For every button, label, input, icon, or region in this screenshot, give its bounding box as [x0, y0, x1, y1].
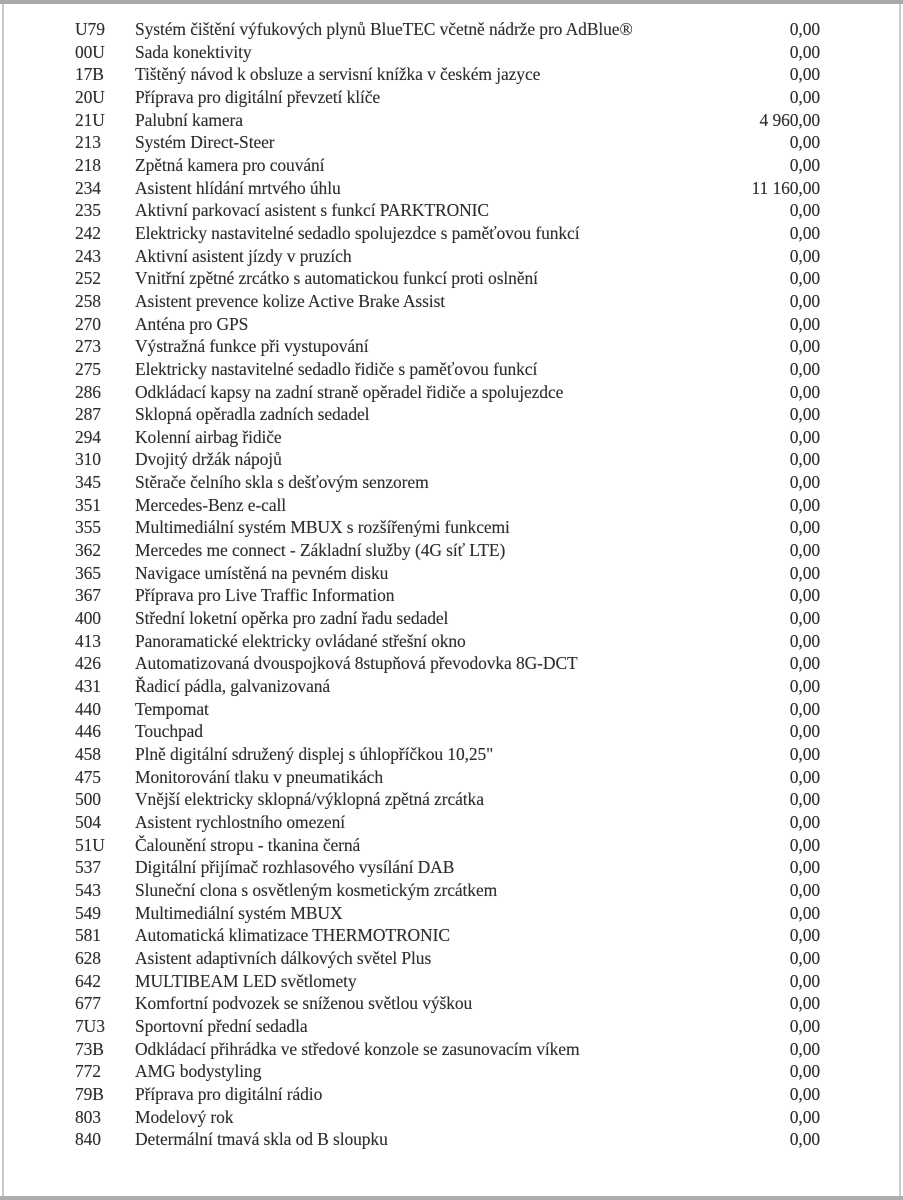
option-code: 243: [75, 245, 101, 266]
table-row: [75, 18, 820, 41]
table-row: [75, 879, 820, 902]
option-price: 0,00: [789, 676, 820, 697]
option-code: 413: [75, 630, 101, 651]
option-code: 51U: [75, 834, 105, 855]
option-code: 242: [75, 222, 101, 243]
table-row: [75, 41, 820, 64]
table-row: [75, 109, 820, 132]
table-row: [75, 381, 820, 404]
option-description: Stěrače čelního skla s dešťovým senzorem: [135, 472, 429, 493]
option-description: Monitorování tlaku v pneumatikách: [135, 766, 383, 787]
option-code: 252: [75, 268, 101, 289]
option-description: Odkládací kapsy na zadní straně opěradel řidiče a spolujezdce: [135, 381, 564, 402]
option-price: 0,00: [789, 268, 820, 289]
table-row: [75, 245, 820, 268]
option-price: 0,00: [789, 313, 820, 334]
table-row: [75, 358, 820, 381]
option-code: 218: [75, 154, 101, 175]
option-code: 581: [75, 925, 101, 946]
option-description: Multimediální systém MBUX: [135, 902, 343, 923]
table-row: [75, 652, 820, 675]
option-description: Asistent rychlostního omezení: [135, 811, 345, 832]
table-row: [75, 426, 820, 449]
option-price: 0,00: [789, 789, 820, 810]
option-price: 0,00: [789, 86, 820, 107]
option-price: 0,00: [789, 154, 820, 175]
option-description: Asistent adaptivních dálkových světel Plus: [135, 947, 432, 968]
option-description: Příprava pro digitální rádio: [135, 1083, 323, 1104]
option-code: 79B: [75, 1083, 104, 1104]
option-price: 0,00: [789, 744, 820, 764]
option-price: 0,00: [789, 1129, 820, 1150]
option-price: 0,00: [789, 222, 820, 243]
table-row: [75, 448, 820, 471]
option-code: 00U: [75, 41, 105, 62]
table-row: [75, 86, 820, 109]
option-code: 21U: [75, 109, 105, 130]
option-description: Elektricky nastavitelné sedadlo spolujezdce s paměťovou funkcí: [135, 222, 580, 243]
option-code: 351: [75, 494, 101, 515]
option-price: 0,00: [789, 540, 820, 561]
option-price: 0,00: [789, 653, 820, 674]
table-row: [75, 698, 820, 721]
option-description: Vnitřní zpětné zrcátko s automatickou funkcí proti oslnění: [135, 268, 538, 289]
option-code: 235: [75, 200, 101, 221]
option-description: Elektricky nastavitelné sedadlo řidiče s paměťovou funkcí: [135, 358, 538, 379]
option-description: Sluneční clona s osvětleným kosmetickým zrcátkem: [135, 879, 498, 900]
option-code: 400: [75, 608, 101, 629]
option-price: 0,00: [789, 132, 820, 153]
option-code: 840: [75, 1129, 101, 1150]
table-row: [75, 607, 820, 630]
option-code: 213: [75, 132, 101, 153]
option-description: Modelový rok: [135, 1106, 234, 1127]
table-row: [75, 335, 820, 358]
option-code: 500: [75, 789, 101, 810]
option-price: 0,00: [789, 925, 820, 946]
option-description: Aktivní parkovací asistent s funkcí PARKTRONIC: [135, 200, 489, 221]
option-code: 772: [75, 1061, 101, 1082]
option-description: Anténa pro GPS: [135, 313, 249, 334]
table-row: [75, 902, 820, 925]
option-code: 17B: [75, 64, 104, 85]
option-price: 0,00: [789, 721, 820, 742]
table-row: [75, 924, 820, 947]
option-price: 0,00: [789, 857, 820, 878]
option-description: Příprava pro Live Traffic Information: [135, 585, 395, 606]
option-code: 803: [75, 1106, 101, 1127]
option-price: 11 160,00: [751, 177, 820, 198]
option-description: Touchpad: [135, 721, 203, 742]
option-description: Palubní kamera: [135, 109, 243, 130]
option-code: 7U3: [75, 1015, 105, 1036]
option-price: 0,00: [789, 200, 820, 221]
option-code: 365: [75, 562, 101, 583]
page-frame-top: [0, 0, 903, 4]
option-price: 0,00: [789, 1061, 820, 1082]
option-price: 0,00: [789, 517, 820, 538]
option-price: 0,00: [789, 245, 820, 266]
table-row: [75, 131, 820, 154]
option-description: AMG bodystyling: [135, 1061, 262, 1082]
option-price: 0,00: [789, 449, 820, 470]
table-row: [75, 471, 820, 494]
option-price: 0,00: [789, 608, 820, 629]
table-row: [75, 313, 820, 336]
option-code: 475: [75, 766, 101, 787]
option-price: 0,00: [789, 1015, 820, 1036]
option-price: 0,00: [789, 811, 820, 832]
option-code: 446: [75, 721, 101, 742]
option-description: Mercedes me connect - Základní služby (4G síť LTE): [135, 540, 506, 561]
option-description: Odkládací přihrádka ve středové konzole se zasunovacím víkem: [135, 1038, 580, 1059]
option-description: Systém čištění výfukových plynů BlueTEC včetně nádrže pro AdBlue®: [135, 19, 633, 39]
table-row: [75, 834, 820, 857]
option-price: 0,00: [789, 970, 820, 991]
table-row: [75, 766, 820, 789]
option-price: 4 960,00: [759, 109, 820, 130]
option-code: 20U: [75, 86, 105, 107]
option-code: 431: [75, 676, 101, 697]
option-code: 426: [75, 653, 101, 674]
table-row: [75, 403, 820, 426]
option-description: Sportovní přední sedadla: [135, 1015, 308, 1036]
option-price: 0,00: [789, 336, 820, 357]
option-description: Komfortní podvozek se sníženou světlou výškou: [135, 993, 473, 1014]
option-description: Determální tmavá skla od B sloupku: [135, 1129, 388, 1150]
option-price: 0,00: [789, 41, 820, 62]
table-row: [75, 584, 820, 607]
option-code: 642: [75, 970, 101, 991]
option-price: 0,00: [789, 290, 820, 311]
option-price: 0,00: [789, 358, 820, 379]
option-price: 0,00: [789, 834, 820, 855]
option-description: Příprava pro digitální převzetí klíče: [135, 86, 381, 107]
option-code: 549: [75, 902, 101, 923]
option-price: 0,00: [789, 585, 820, 606]
option-code: 310: [75, 449, 101, 470]
option-code: 628: [75, 947, 101, 968]
option-description: Asistent hlídání mrtvého úhlu: [135, 177, 341, 198]
option-description: Automatická klimatizace THERMOTRONIC: [135, 925, 450, 946]
option-description: Asistent prevence kolize Active Brake Assist: [135, 290, 446, 311]
option-description: Digitální přijímač rozhlasového vysílání DAB: [135, 857, 455, 878]
option-price: 0,00: [789, 472, 820, 493]
option-code: 440: [75, 698, 101, 719]
table-row: [75, 562, 820, 585]
table-row: [75, 177, 820, 200]
option-description: Kolenní airbag řidiče: [135, 426, 282, 447]
option-price: 0,00: [789, 879, 820, 900]
table-row: [75, 1083, 820, 1106]
option-description: Plně digitální sdružený displej s úhlopříčkou 10,25": [135, 744, 494, 764]
option-price: 0,00: [789, 19, 820, 39]
table-row: [75, 267, 820, 290]
option-description: Aktivní asistent jízdy v pruzích: [135, 245, 352, 266]
option-description: Střední loketní opěrka pro zadní řadu sedadel: [135, 608, 449, 629]
table-row: [75, 199, 820, 222]
option-code: 355: [75, 517, 101, 538]
option-code: 287: [75, 404, 101, 425]
option-price: 0,00: [789, 1106, 820, 1127]
option-price: 0,00: [789, 562, 820, 583]
table-row: [75, 743, 820, 766]
option-code: 677: [75, 993, 101, 1014]
option-code: 362: [75, 540, 101, 561]
option-description: Mercedes-Benz e-call: [135, 494, 287, 515]
option-price: 0,00: [789, 698, 820, 719]
option-description: Čalounění stropu - tkanina černá: [135, 834, 361, 855]
option-code: 345: [75, 472, 101, 493]
option-description: Multimediální systém MBUX s rozšířenými funkcemi: [135, 517, 510, 538]
option-description: Sada konektivity: [135, 41, 252, 62]
option-price: 0,00: [789, 766, 820, 787]
option-code: 275: [75, 358, 101, 379]
options-table: [0, 18, 903, 1151]
table-row: [75, 154, 820, 177]
option-code: U79: [75, 19, 105, 39]
table-row: [75, 1015, 820, 1038]
table-row: [75, 1128, 820, 1151]
option-price: 0,00: [789, 902, 820, 923]
option-description: MULTIBEAM LED světlomety: [135, 970, 357, 991]
option-code: 458: [75, 744, 101, 764]
option-price: 0,00: [789, 64, 820, 85]
option-description: Tištěný návod k obsluze a servisní knížka v českém jazyce: [135, 64, 541, 85]
option-code: 286: [75, 381, 101, 402]
table-row: [75, 675, 820, 698]
option-description: Automatizovaná dvouspojková 8stupňová převodovka 8G-DCT: [135, 653, 578, 674]
option-price: 0,00: [789, 494, 820, 515]
option-description: Panoramatické elektricky ovládané střešní okno: [135, 630, 466, 651]
table-row: [75, 1060, 820, 1083]
table-row: [75, 992, 820, 1015]
option-price: 0,00: [789, 1038, 820, 1059]
option-code: 273: [75, 336, 101, 357]
option-price: 0,00: [789, 381, 820, 402]
table-row: [75, 539, 820, 562]
option-price: 0,00: [789, 1083, 820, 1104]
option-description: Dvojitý držák nápojů: [135, 449, 282, 470]
option-description: Výstražná funkce při vystupování: [135, 336, 369, 357]
page-frame-bottom: [0, 1196, 903, 1200]
table-row: [75, 494, 820, 517]
table-row: [75, 222, 820, 245]
option-price: 0,00: [789, 426, 820, 447]
option-code: 270: [75, 313, 101, 334]
option-price: 0,00: [789, 947, 820, 968]
table-row: [75, 1038, 820, 1061]
option-code: 504: [75, 811, 101, 832]
table-row: [75, 720, 820, 743]
option-code: 543: [75, 879, 101, 900]
table-row: [75, 947, 820, 970]
option-code: 294: [75, 426, 101, 447]
option-description: Vnější elektricky sklopná/výklopná zpětná zrcátka: [135, 789, 484, 810]
option-description: Navigace umístěná na pevném disku: [135, 562, 389, 583]
option-price: 0,00: [789, 993, 820, 1014]
option-description: Tempomat: [135, 698, 209, 719]
option-code: 73B: [75, 1038, 104, 1059]
table-row: [75, 788, 820, 811]
option-code: 234: [75, 177, 101, 198]
option-code: 367: [75, 585, 101, 606]
table-row: [75, 516, 820, 539]
option-code: 258: [75, 290, 101, 311]
option-price: 0,00: [789, 630, 820, 651]
table-row: [75, 970, 820, 993]
option-description: Systém Direct-Steer: [135, 132, 275, 153]
option-code: 537: [75, 857, 101, 878]
table-row: [75, 63, 820, 86]
table-row: [75, 290, 820, 313]
table-row: [75, 811, 820, 834]
table-row: [75, 630, 820, 653]
option-description: Sklopná opěradla zadních sedadel: [135, 404, 370, 425]
table-row: [75, 1106, 820, 1129]
option-description: Zpětná kamera pro couvání: [135, 154, 325, 175]
table-row: [75, 856, 820, 879]
option-price: 0,00: [789, 404, 820, 425]
option-description: Řadicí pádla, galvanizovaná: [135, 676, 331, 697]
